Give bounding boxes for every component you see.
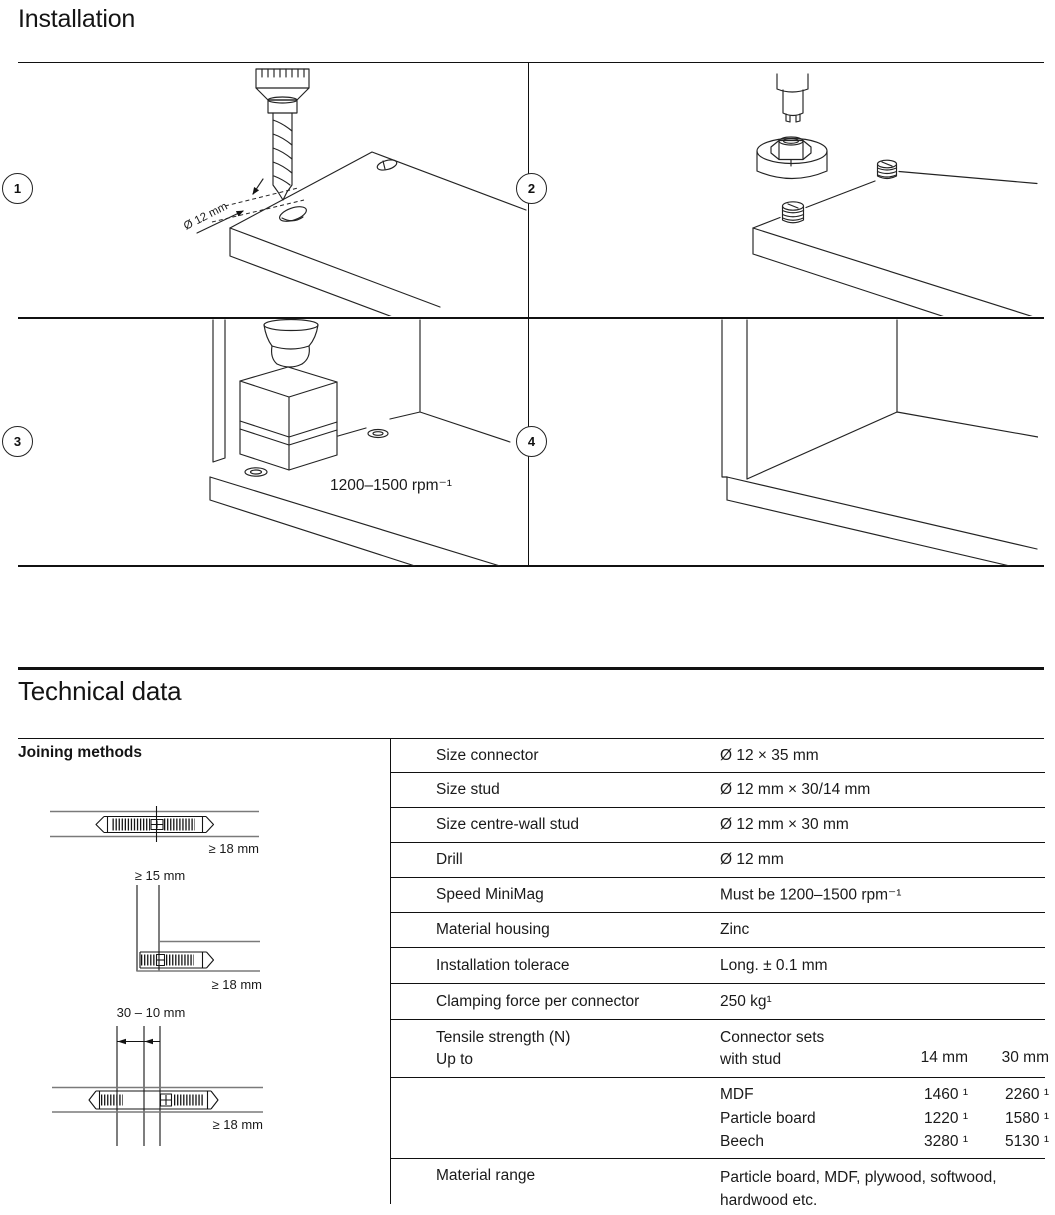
magnetic-disc-with-nut (757, 137, 827, 179)
tensile-value-cell: 5130 ¹ (1005, 1133, 1049, 1150)
board-panel2 (753, 172, 1037, 317)
step-2-stud-insert-illustration (529, 63, 1038, 316)
tensile-value-line1: Connector sets (720, 1029, 825, 1046)
step-1-drilling-illustration (18, 63, 527, 316)
table-row-tensile-values (391, 1078, 1049, 1159)
step-number-2: 2 (527, 181, 536, 196)
material-name: Particle board (720, 1109, 816, 1127)
row-label: Material housing (436, 921, 550, 938)
table-row (391, 878, 1045, 913)
drill-diameter-label: Ø 12 mm (181, 200, 230, 233)
threaded-stud-left (783, 202, 804, 223)
tensile-value-cell: 3280 ¹ (924, 1133, 968, 1150)
corner-side-thickness-label: ≥ 15 mm (134, 868, 186, 883)
drill-bit (256, 69, 309, 200)
tensile-value-line2: with stud (720, 1051, 782, 1068)
row-label: Clamping force per connector (436, 992, 640, 1010)
column-header-30mm: 30 mm (1001, 1049, 1049, 1066)
diameter-dimension (182, 179, 304, 233)
row-value: Particle board, MDF, plywood, softwood, hardwood etc. (720, 1169, 997, 1209)
table-row (391, 984, 1045, 1020)
tensile-value (720, 1027, 824, 1071)
step-number-4: 4 (527, 434, 536, 449)
row-value: Ø 12 mm × 30/14 mm (720, 781, 871, 798)
row-value: Must be 1200–1500 rpm⁻¹ (720, 886, 902, 904)
diagram-corner-joint (135, 868, 262, 992)
row-label: Speed MiniMag (436, 886, 544, 903)
tensile-label-line1: Tensile strength (N) (436, 1029, 571, 1046)
step-4-assembled-cabinet-illustration (529, 319, 1038, 566)
driver-tool (777, 74, 808, 122)
row-label: Size stud (436, 781, 500, 798)
diagram-centre-wall-joint (52, 1005, 263, 1146)
technical-data-table (390, 739, 1049, 1209)
tensile-label-line2: Up to (436, 1051, 474, 1068)
row-label: Size centre-wall stud (436, 816, 580, 833)
step-badge-4 (516, 426, 547, 457)
row-label: Drill (436, 851, 463, 868)
threaded-stud-right (878, 160, 897, 178)
step-number-3: 3 (13, 434, 22, 449)
joining-methods-diagrams (18, 741, 390, 1204)
step-badge-3 (2, 426, 33, 457)
tensile-value-cell: 1460 ¹ (924, 1086, 968, 1103)
material-names (720, 1083, 816, 1154)
section-rule (18, 667, 1044, 670)
table-row (391, 948, 1045, 984)
inline-joint-thickness-label: ≥ 18 mm (208, 841, 259, 856)
row-value: Ø 12 mm × 30 mm (720, 816, 849, 833)
tensile-value-cell: 2260 ¹ (1005, 1086, 1049, 1103)
page-title-installation: Installation (18, 5, 136, 33)
table-row (391, 739, 1045, 773)
step-number-1: 1 (13, 181, 22, 196)
row-value: Ø 12 × 35 mm (720, 746, 819, 764)
table-row (391, 843, 1045, 878)
tensile-value-cell: 1580 ¹ (1005, 1109, 1049, 1127)
values-30mm (972, 1083, 1049, 1154)
row-value: Ø 12 mm (720, 851, 784, 868)
column-header-14mm: 14 mm (920, 1049, 968, 1066)
page-title-technical-data: Technical data (18, 676, 182, 706)
table-row (391, 913, 1045, 948)
joining-methods-title: Joining methods (18, 744, 142, 761)
corner-bottom-thickness-label: ≥ 18 mm (211, 977, 262, 992)
table-row-material-range (391, 1159, 1045, 1215)
cabinet-corner (722, 320, 1038, 566)
tensile-label (436, 1027, 570, 1071)
rpm-caption: 1200–1500 rpm⁻¹ (330, 477, 452, 494)
row-label: Installation tolerace (436, 956, 570, 974)
row-value: Zinc (720, 921, 750, 938)
side-panel-left (213, 320, 225, 462)
minimag-tool-body (240, 367, 337, 470)
step-badge-2 (516, 173, 547, 204)
table-row (391, 808, 1045, 843)
material-name: Beech (720, 1133, 764, 1150)
cabinet-side-right (338, 320, 510, 442)
step-3-minimag-illustration (18, 319, 527, 566)
row-value: 250 kg¹ (720, 992, 772, 1010)
row-value: Long. ± 0.1 mm (720, 956, 828, 974)
table-row (391, 773, 1045, 808)
row-label: Material range (436, 1167, 536, 1184)
tensile-value-cell: 1220 ¹ (924, 1109, 968, 1127)
material-name: MDF (720, 1086, 754, 1103)
centre-wall-bottom-thickness-label: ≥ 18 mm (212, 1117, 263, 1132)
row-label: Size connector (436, 746, 539, 764)
centre-wall-range-label: 30 – 10 mm (116, 1005, 186, 1020)
table-row-tensile-header (391, 1020, 1049, 1078)
drill-chuck (264, 320, 318, 368)
step-badge-1 (2, 173, 33, 204)
values-14mm (848, 1083, 968, 1154)
diagram-inline-joint (50, 806, 259, 856)
